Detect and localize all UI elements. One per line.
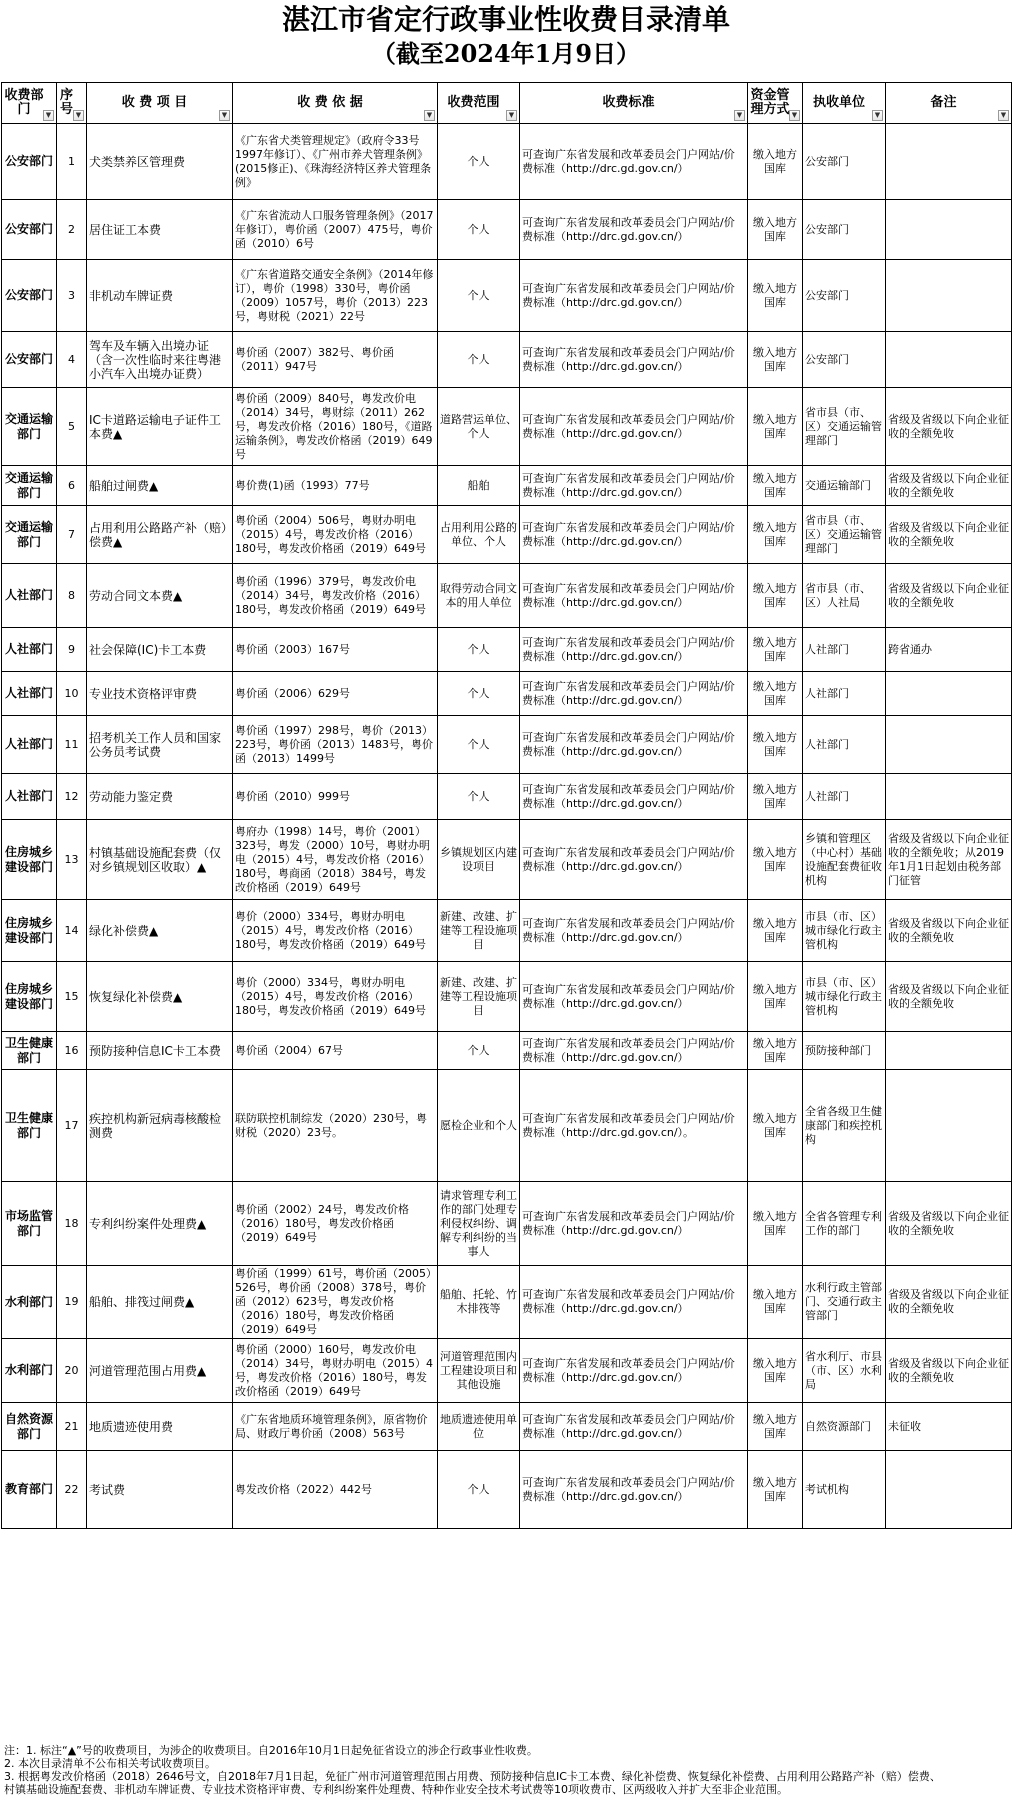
cell-remark: 省级及省级以下向企业征收的全额免收: [886, 900, 1012, 962]
cell-scope: 取得劳动合同文本的用人单位: [438, 564, 520, 628]
note-line: 3. 根据粤发改价格函（2018）2646号文，自2018年7月1日起，免征广州市河道管理范围占用费、预防接种信息IC卡工本费、绿化补偿费、恢复绿化补偿费、占用利用公路路产补（赔）偿费、: [4, 1770, 941, 1783]
cell-unit: 人社部门: [803, 716, 886, 774]
cell-scope: 个人: [438, 260, 520, 332]
cell-item: 村镇基础设施配套费（仅对乡镇规划区收取）▲: [87, 820, 233, 900]
cell-item: 专业技术资格评审费: [87, 672, 233, 716]
cell-remark: 省级及省级以下向企业征收的全额免收: [886, 1182, 1012, 1266]
cell-scope: 个人: [438, 672, 520, 716]
cell-remark: [886, 124, 1012, 200]
cell-unit: 省市县（市、区）人社局: [803, 564, 886, 628]
cell-scope: 个人: [438, 124, 520, 200]
table-row: [2, 506, 1012, 564]
cell-remark: 跨省通办: [886, 628, 1012, 672]
column-header-label: 收 费 项 目: [121, 95, 188, 110]
cell-remark: [886, 716, 1012, 774]
column-header: [886, 83, 1012, 124]
table-body: [2, 124, 1012, 1529]
cell-unit: 人社部门: [803, 672, 886, 716]
cell-dept: 住房城乡建设部门: [2, 900, 57, 962]
cell-basis: 粤价函（2004）67号: [233, 1032, 438, 1070]
cell-basis: 粤价函（2010）999号: [233, 774, 438, 820]
cell-item: IC卡道路运输电子证件工本费▲: [87, 388, 233, 466]
cell-standard: 可查询广东省发展和改革委员会门户网站/价费标准（http://drc.gd.gov.cn/）: [520, 962, 748, 1032]
cell-standard: 可查询广东省发展和改革委员会门户网站/价费标准（http://drc.gd.gov.cn/）: [520, 260, 748, 332]
cell-dept: 教育部门: [2, 1451, 57, 1529]
cell-basis: 粤价函（2003）167号: [233, 628, 438, 672]
cell-scope: 个人: [438, 774, 520, 820]
table-row: [2, 564, 1012, 628]
cell-dept: 交通运输部门: [2, 388, 57, 466]
cell-unit: 水利行政主管部门、交通行政主管部门: [803, 1266, 886, 1339]
cell-dept: 住房城乡建设部门: [2, 820, 57, 900]
cell-dept: 水利部门: [2, 1266, 57, 1339]
cell-fund: 缴入地方国库: [748, 124, 803, 200]
cell-dept: 市场监管部门: [2, 1182, 57, 1266]
table-row: [2, 260, 1012, 332]
cell-no: 1: [57, 124, 87, 200]
cell-basis: 粤价（2000）334号，粤财办明电（2015）4号，粤发改价格（2016）180号，粤发改价格函（2019）649号: [233, 962, 438, 1032]
cell-standard: 可查询广东省发展和改革委员会门户网站/价费标准（http://drc.gd.gov.cn/）: [520, 466, 748, 506]
filter-dropdown-icon[interactable]: ▼: [424, 110, 435, 121]
cell-unit: 全省各管理专利工作的部门: [803, 1182, 886, 1266]
table-header-row: [2, 83, 1012, 124]
cell-scope: 个人: [438, 716, 520, 774]
cell-no: 12: [57, 774, 87, 820]
cell-basis: 粤价函（1997）298号，粤价（2013）223号，粤价函（2013）1483号，粤价函（2013）1499号: [233, 716, 438, 774]
cell-no: 18: [57, 1182, 87, 1266]
filter-dropdown-icon[interactable]: ▼: [734, 110, 745, 121]
cell-fund: 缴入地方国库: [748, 466, 803, 506]
cell-scope: 船舶、托轮、竹木排筏等: [438, 1266, 520, 1339]
table-row: [2, 672, 1012, 716]
table-row: [2, 124, 1012, 200]
cell-standard: 可查询广东省发展和改革委员会门户网站/价费标准（http://drc.gd.gov.cn/）: [520, 672, 748, 716]
table-row: [2, 628, 1012, 672]
cell-item: 预防接种信息IC卡工本费: [87, 1032, 233, 1070]
filter-dropdown-icon[interactable]: ▼: [73, 110, 84, 121]
cell-unit: 全省各级卫生健康部门和疾控机构: [803, 1070, 886, 1182]
table-row: [2, 1403, 1012, 1451]
cell-unit: 省水利厅、市县（市、区）水利局: [803, 1339, 886, 1403]
table-row: [2, 1266, 1012, 1339]
cell-unit: 公安部门: [803, 332, 886, 388]
cell-fund: 缴入地方国库: [748, 1451, 803, 1529]
cell-item: 社会保障(IC)卡工本费: [87, 628, 233, 672]
cell-standard: 可查询广东省发展和改革委员会门户网站/价费标准（http://drc.gd.gov.cn/）: [520, 200, 748, 260]
notes-section: [4, 1744, 1008, 1796]
table-row: [2, 332, 1012, 388]
cell-no: 6: [57, 466, 87, 506]
table-row: [2, 900, 1012, 962]
cell-remark: 省级及省级以下向企业征收的全额免收；从2019年1月1日起划由税务部门征管: [886, 820, 1012, 900]
cell-item: 驾车及车辆入出境办证（含一次性临时来往粤港小汽车入出境办证费）: [87, 332, 233, 388]
cell-item: 劳动合同文本费▲: [87, 564, 233, 628]
table-row: [2, 1032, 1012, 1070]
cell-scope: 个人: [438, 200, 520, 260]
cell-basis: 粤价函（2006）629号: [233, 672, 438, 716]
column-header-label: 备注: [930, 95, 957, 110]
column-header-label: 收 费 依 据: [297, 95, 363, 110]
cell-remark: 省级及省级以下向企业征收的全额免收: [886, 1266, 1012, 1339]
table-row: [2, 820, 1012, 900]
filter-dropdown-icon[interactable]: ▼: [872, 110, 883, 121]
cell-basis: 粤价函（2004）506号，粤财办明电（2015）4号，粤发改价格（2016）180号，粤发改价格函（2019）649号: [233, 506, 438, 564]
cell-fund: 缴入地方国库: [748, 1266, 803, 1339]
cell-dept: 住房城乡建设部门: [2, 962, 57, 1032]
cell-fund: 缴入地方国库: [748, 1339, 803, 1403]
cell-remark: 省级及省级以下向企业征收的全额免收: [886, 962, 1012, 1032]
note-line: 注：1. 标注“▲”号的收费项目，为涉企的收费项目。自2016年10月1日起免征省设立的涉企行政事业性收费。: [4, 1744, 538, 1757]
cell-standard: 可查询广东省发展和改革委员会门户网站/价费标准（http://drc.gd.gov.cn/）。: [520, 1070, 748, 1182]
cell-scope: 请求管理专利工作的部门处理专利侵权纠纷、调解专利纠纷的当事人: [438, 1182, 520, 1266]
page-title: 湛江市省定行政事业性收费目录清单: [281, 3, 730, 36]
cell-fund: 缴入地方国库: [748, 332, 803, 388]
cell-dept: 公安部门: [2, 200, 57, 260]
cell-item: 船舶过闸费▲: [87, 466, 233, 506]
cell-no: 17: [57, 1070, 87, 1182]
cell-fund: 缴入地方国库: [748, 1182, 803, 1266]
cell-item: 绿化补偿费▲: [87, 900, 233, 962]
filter-dropdown-icon[interactable]: ▼: [506, 110, 517, 121]
cell-dept: 人社部门: [2, 628, 57, 672]
cell-dept: 交通运输部门: [2, 506, 57, 564]
table-row: [2, 200, 1012, 260]
cell-item: 恢复绿化补偿费▲: [87, 962, 233, 1032]
cell-remark: [886, 1032, 1012, 1070]
filter-dropdown-icon[interactable]: ▼: [219, 110, 230, 121]
cell-unit: 考试机构: [803, 1451, 886, 1529]
cell-dept: 人社部门: [2, 716, 57, 774]
cell-scope: 占用利用公路的单位、个人: [438, 506, 520, 564]
cell-scope: 个人: [438, 332, 520, 388]
cell-fund: 缴入地方国库: [748, 1403, 803, 1451]
filter-dropdown-icon[interactable]: ▼: [43, 110, 54, 121]
cell-standard: 可查询广东省发展和改革委员会门户网站/价费标准（http://drc.gd.gov.cn/）: [520, 564, 748, 628]
cell-basis: 粤价费(1)函（1993）77号: [233, 466, 438, 506]
cell-standard: 可查询广东省发展和改革委员会门户网站/价费标准（http://drc.gd.gov.cn/）: [520, 1266, 748, 1339]
cell-no: 7: [57, 506, 87, 564]
cell-unit: 预防接种部门: [803, 1032, 886, 1070]
cell-no: 5: [57, 388, 87, 466]
cell-fund: 缴入地方国库: [748, 672, 803, 716]
cell-unit: 市县（市、区）城市绿化行政主管机构: [803, 900, 886, 962]
cell-basis: 联防联控机制综发（2020）230号，粤财税（2020）23号。: [233, 1070, 438, 1182]
page-subtitle: （截至2024年1月9日）: [371, 39, 641, 68]
cell-item: 河道管理范围占用费▲: [87, 1339, 233, 1403]
cell-dept: 公安部门: [2, 332, 57, 388]
cell-dept: 卫生健康部门: [2, 1032, 57, 1070]
cell-no: 19: [57, 1266, 87, 1339]
table-row: [2, 962, 1012, 1032]
cell-fund: 缴入地方国库: [748, 774, 803, 820]
cell-remark: 省级及省级以下向企业征收的全额免收: [886, 506, 1012, 564]
cell-basis: 粤价函（2007）382号、粤价函（2011）947号: [233, 332, 438, 388]
cell-item: 地质遗迹使用费: [87, 1403, 233, 1451]
cell-standard: 可查询广东省发展和改革委员会门户网站/价费标准（http://drc.gd.gov.cn/）: [520, 820, 748, 900]
cell-unit: 交通运输部门: [803, 466, 886, 506]
cell-dept: 公安部门: [2, 260, 57, 332]
cell-remark: [886, 774, 1012, 820]
cell-dept: 人社部门: [2, 564, 57, 628]
cell-standard: 可查询广东省发展和改革委员会门户网站/价费标准（http://drc.gd.gov.cn/）: [520, 716, 748, 774]
cell-item: 非机动车牌证费: [87, 260, 233, 332]
cell-no: 2: [57, 200, 87, 260]
cell-no: 16: [57, 1032, 87, 1070]
cell-no: 10: [57, 672, 87, 716]
cell-no: 20: [57, 1339, 87, 1403]
column-header-label: 资金管理方式: [750, 88, 790, 117]
cell-remark: [886, 260, 1012, 332]
column-header-label: 执收单位: [812, 95, 865, 110]
column-header-label: 收费标准: [602, 95, 655, 110]
cell-scope: 道路营运单位、个人: [438, 388, 520, 466]
table-row: [2, 1339, 1012, 1403]
cell-fund: 缴入地方国库: [748, 716, 803, 774]
cell-basis: 粤价函（1996）379号，粤发改价电（2014）34号，粤发改价格（2016）180号，粤发改价格函（2019）649号: [233, 564, 438, 628]
cell-scope: 船舶: [438, 466, 520, 506]
cell-standard: 可查询广东省发展和改革委员会门户网站/价费标准（http://drc.gd.gov.cn/）: [520, 332, 748, 388]
cell-remark: [886, 200, 1012, 260]
cell-remark: [886, 1451, 1012, 1529]
table-row: [2, 1070, 1012, 1182]
cell-basis: 粤府办（1998）14号，粤价（2001）323号，粤发（2000）10号，粤财办明电（2015）4号，粤发改价格（2016）180号，粤商函（2018）384号，粤发改价格函（2019）649号: [233, 820, 438, 900]
cell-scope: 新建、改建、扩建等工程设施项目: [438, 962, 520, 1032]
column-header: [803, 83, 886, 124]
cell-basis: 《广东省道路交通安全条例》（2014年修订），粤价（1998）330号，粤价函（2009）1057号，粤价（2013）223号，粤财税（2021）22号: [233, 260, 438, 332]
column-header: [520, 83, 748, 124]
column-header-label: 序号: [59, 88, 73, 117]
cell-no: 3: [57, 260, 87, 332]
cell-dept: 自然资源部门: [2, 1403, 57, 1451]
cell-standard: 可查询广东省发展和改革委员会门户网站/价费标准（http://drc.gd.gov.cn/）: [520, 774, 748, 820]
cell-dept: 人社部门: [2, 672, 57, 716]
cell-fund: 缴入地方国库: [748, 1070, 803, 1182]
cell-scope: 个人: [438, 628, 520, 672]
cell-remark: 省级及省级以下向企业征收的全额免收: [886, 388, 1012, 466]
cell-no: 14: [57, 900, 87, 962]
cell-scope: 愿检企业和个人: [438, 1070, 520, 1182]
cell-scope: 乡镇规划区内建设项目: [438, 820, 520, 900]
column-header: [57, 83, 87, 124]
table-row: [2, 774, 1012, 820]
cell-standard: 可查询广东省发展和改革委员会门户网站/价费标准（http://drc.gd.gov.cn/）: [520, 1339, 748, 1403]
cell-unit: 省市县（市、区）交通运输管理部门: [803, 388, 886, 466]
cell-standard: 可查询广东省发展和改革委员会门户网站/价费标准（http://drc.gd.gov.cn/）: [520, 628, 748, 672]
cell-remark: [886, 672, 1012, 716]
cell-unit: 市县（市、区）城市绿化行政主管机构: [803, 962, 886, 1032]
cell-no: 13: [57, 820, 87, 900]
cell-remark: [886, 1070, 1012, 1182]
cell-no: 21: [57, 1403, 87, 1451]
cell-remark: 省级及省级以下向企业征收的全额免收: [886, 564, 1012, 628]
cell-item: 劳动能力鉴定费: [87, 774, 233, 820]
cell-item: 占用利用公路路产补（赔）偿费▲: [87, 506, 233, 564]
cell-fund: 缴入地方国库: [748, 388, 803, 466]
cell-item: 招考机关工作人员和国家公务员考试费: [87, 716, 233, 774]
cell-basis: 粤价函（2000）160号，粤发改价电（2014）34号，粤财办明电（2015）4号，粤发改价格（2016）180号，粤发改价格函（2019）649号: [233, 1339, 438, 1403]
cell-fund: 缴入地方国库: [748, 564, 803, 628]
cell-standard: 可查询广东省发展和改革委员会门户网站/价费标准（http://drc.gd.gov.cn/）: [520, 900, 748, 962]
cell-basis: 《广东省地质环境管理条例》，原省物价局、财政厅粤价函（2008）563号: [233, 1403, 438, 1451]
note-line: 2. 本次目录清单不公布相关考试收费项目。: [4, 1757, 216, 1770]
cell-unit: 省市县（市、区）交通运输管理部门: [803, 506, 886, 564]
cell-no: 11: [57, 716, 87, 774]
cell-remark: 省级及省级以下向企业征收的全额免收: [886, 466, 1012, 506]
column-header: [87, 83, 233, 124]
table-row: [2, 1182, 1012, 1266]
cell-dept: 公安部门: [2, 124, 57, 200]
cell-remark: 未征收: [886, 1403, 1012, 1451]
cell-unit: 自然资源部门: [803, 1403, 886, 1451]
cell-no: 4: [57, 332, 87, 388]
cell-standard: 可查询广东省发展和改革委员会门户网站/价费标准（http://drc.gd.gov.cn/）: [520, 1451, 748, 1529]
cell-scope: 地质遗迹使用单位: [438, 1403, 520, 1451]
cell-dept: 人社部门: [2, 774, 57, 820]
cell-fund: 缴入地方国库: [748, 900, 803, 962]
table-row: [2, 466, 1012, 506]
table-row: [2, 716, 1012, 774]
cell-unit: 公安部门: [803, 260, 886, 332]
cell-standard: 可查询广东省发展和改革委员会门户网站/价费标准（http://drc.gd.gov.cn/）: [520, 1032, 748, 1070]
cell-basis: 《广东省犬类管理规定》（政府令33号1997年修订）、《广州市养犬管理条例》(2015修正)、《珠海经济特区养犬管理条例》: [233, 124, 438, 200]
note-line: 村镇基础设施配套费、非机动车牌证费、专业技术资格评审费、专利纠纷案件处理费、特种作业安全技术考试费等10项收费市、区两级收入并扩大至非企业范围。: [4, 1783, 788, 1796]
fee-table: [1, 82, 1012, 1529]
column-header: [2, 83, 57, 124]
cell-no: 22: [57, 1451, 87, 1529]
cell-dept: 交通运输部门: [2, 466, 57, 506]
cell-item: 考试费: [87, 1451, 233, 1529]
cell-fund: 缴入地方国库: [748, 820, 803, 900]
filter-dropdown-icon[interactable]: ▼: [998, 110, 1009, 121]
table-row: [2, 388, 1012, 466]
cell-unit: 公安部门: [803, 200, 886, 260]
cell-basis: 《广东省流动人口服务管理条例》（2017年修订），粤价函（2007）475号，粤价函（2010）6号: [233, 200, 438, 260]
cell-no: 9: [57, 628, 87, 672]
cell-scope: 个人: [438, 1032, 520, 1070]
column-header: [233, 83, 438, 124]
cell-fund: 缴入地方国库: [748, 506, 803, 564]
cell-unit: 公安部门: [803, 124, 886, 200]
cell-item: 犬类禁养区管理费: [87, 124, 233, 200]
cell-remark: 省级及省级以下向企业征收的全额免收: [886, 1339, 1012, 1403]
cell-dept: 水利部门: [2, 1339, 57, 1403]
cell-standard: 可查询广东省发展和改革委员会门户网站/价费标准（http://drc.gd.gov.cn/）: [520, 1182, 748, 1266]
cell-standard: 可查询广东省发展和改革委员会门户网站/价费标准（http://drc.gd.gov.cn/）: [520, 124, 748, 200]
column-header-label: 收费范围: [447, 95, 500, 110]
cell-item: 专利纠纷案件处理费▲: [87, 1182, 233, 1266]
cell-basis: 粤价函（1999）61号，粤价函（2005）526号，粤价函（2008）378号，粤价函（2012）623号，粤发改价格（2016）180号，粤发改价格函（2019）649号: [233, 1266, 438, 1339]
cell-fund: 缴入地方国库: [748, 962, 803, 1032]
cell-fund: 缴入地方国库: [748, 1032, 803, 1070]
cell-item: 船舶、排筏过闸费▲: [87, 1266, 233, 1339]
cell-standard: 可查询广东省发展和改革委员会门户网站/价费标准（http://drc.gd.gov.cn/）: [520, 506, 748, 564]
cell-item: 居住证工本费: [87, 200, 233, 260]
cell-standard: 可查询广东省发展和改革委员会门户网站/价费标准（http://drc.gd.gov.cn/）: [520, 1403, 748, 1451]
column-header: [438, 83, 520, 124]
cell-unit: 人社部门: [803, 628, 886, 672]
cell-scope: 新建、改建、扩建等工程设施项目: [438, 900, 520, 962]
cell-basis: 粤价函（2009）840号，粤发改价电（2014）34号，粤财综（2011）262号，粤发改价格（2016）180号，《道路运输条例》，粤发改价格函（2019）649号: [233, 388, 438, 466]
cell-unit: 乡镇和管理区（中心村）基础设施配套费征收机构: [803, 820, 886, 900]
cell-no: 15: [57, 962, 87, 1032]
cell-unit: 人社部门: [803, 774, 886, 820]
cell-fund: 缴入地方国库: [748, 628, 803, 672]
filter-dropdown-icon[interactable]: ▼: [789, 110, 800, 121]
cell-basis: 粤发改价格（2022）442号: [233, 1451, 438, 1529]
cell-scope: 个人: [438, 1451, 520, 1529]
cell-dept: 卫生健康部门: [2, 1070, 57, 1182]
cell-fund: 缴入地方国库: [748, 200, 803, 260]
cell-no: 8: [57, 564, 87, 628]
column-header-label: 收费部门: [4, 88, 44, 117]
column-header: [748, 83, 803, 124]
cell-remark: [886, 332, 1012, 388]
cell-scope: 河道管理范围内工程建设项目和其他设施: [438, 1339, 520, 1403]
cell-basis: 粤价（2000）334号，粤财办明电（2015）4号，粤发改价格（2016）180号，粤发改价格函（2019）649号: [233, 900, 438, 962]
cell-fund: 缴入地方国库: [748, 260, 803, 332]
cell-item: 疾控机构新冠病毒核酸检测费: [87, 1070, 233, 1182]
cell-standard: 可查询广东省发展和改革委员会门户网站/价费标准（http://drc.gd.gov.cn/）: [520, 388, 748, 466]
cell-basis: 粤价函（2002）24号，粤发改价格（2016）180号，粤发改价格函（2019）649号: [233, 1182, 438, 1266]
table-row: [2, 1451, 1012, 1529]
